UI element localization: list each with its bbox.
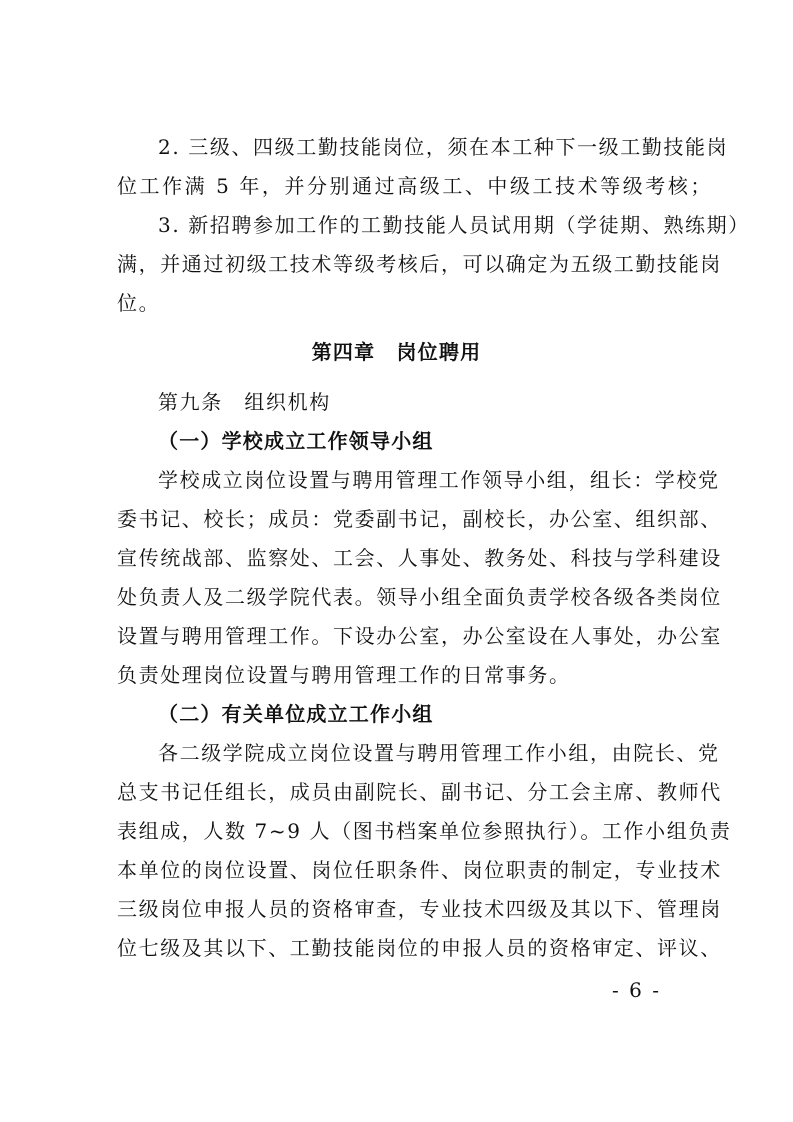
paragraph-line: 各二级学院成立岗位设置与聘用管理工作小组，由院长、党 <box>158 741 720 765</box>
paragraph-line: 宣传统战部、监察处、工会、人事处、教务处、科技与学科建设 <box>117 546 722 570</box>
paragraph-line: 位。 <box>117 291 161 315</box>
paragraph-line: 满，并通过初级工技术等级考核后，可以确定为五级工勤技能岗 <box>117 252 722 276</box>
section-heading: （二）有关单位成立工作小组 <box>158 702 434 726</box>
section-heading: （一）学校成立工作领导小组 <box>158 429 434 453</box>
paragraph-line: 3. 新招聘参加工作的工勤技能人员试用期（学徒期、熟练期） <box>158 213 750 237</box>
paragraph-line: 位工作满 5 年，并分别通过高级工、中级工技术等级考核； <box>117 174 712 198</box>
paragraph-line: 委书记、校长；成员：党委副书记，副校长，办公室、组织部、 <box>117 507 722 531</box>
paragraph-line: 表组成，人数 7~9 人（图书档案单位参照执行）。工作小组负责 <box>117 819 732 843</box>
article-title: 第九条 组织机构 <box>158 390 331 414</box>
paragraph-line: 本单位的岗位设置、岗位任职条件、岗位职责的制定，专业技术 <box>117 858 722 882</box>
chapter-title: 第四章 岗位聘用 <box>311 340 482 364</box>
paragraph-line: 位七级及其以下、工勤技能岗位的申报人员的资格审定、评议、 <box>117 936 722 960</box>
paragraph-line: 负责处理岗位设置与聘用管理工作的日常事务。 <box>117 663 571 687</box>
paragraph-line: 处负责人及二级学院代表。领导小组全面负责学校各级各类岗位 <box>117 585 722 609</box>
paragraph-line: 三级岗位申报人员的资格审查，专业技术四级及其以下、管理岗 <box>117 897 722 921</box>
paragraph-line: 设置与聘用管理工作。下设办公室，办公室设在人事处，办公室 <box>117 624 722 648</box>
paragraph-line: 2. 三级、四级工勤技能岗位，须在本工种下一级工勤技能岗 <box>158 135 729 159</box>
paragraph-line: 总支书记任组长，成员由副院长、副书记、分工会主席、教师代 <box>117 780 722 804</box>
page-number: - 6 - <box>612 978 661 1002</box>
paragraph-line: 学校成立岗位设置与聘用管理工作领导小组，组长：学校党 <box>158 468 720 492</box>
